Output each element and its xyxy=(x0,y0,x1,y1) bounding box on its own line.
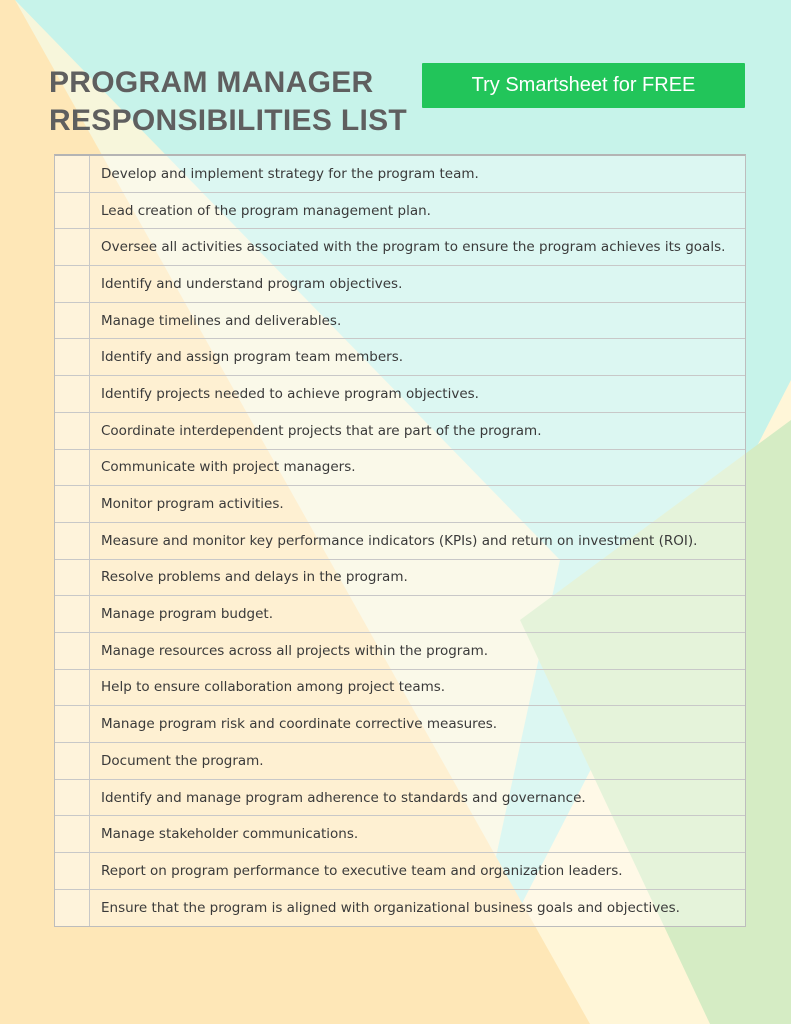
list-item xyxy=(55,523,745,560)
list-item-text: Resolve problems and delays in the program. xyxy=(101,569,408,586)
list-item xyxy=(55,890,745,927)
checkbox-cell[interactable] xyxy=(55,413,90,449)
checkbox-cell[interactable] xyxy=(55,853,90,889)
list-item-text: Report on program performance to executive team and organization leaders. xyxy=(101,862,623,879)
list-item-text: Identify projects needed to achieve program objectives. xyxy=(101,385,479,402)
checkbox-cell[interactable] xyxy=(55,890,90,927)
checkbox-cell[interactable] xyxy=(55,450,90,486)
list-item xyxy=(55,193,745,230)
checkbox-cell[interactable] xyxy=(55,706,90,742)
checkbox-cell[interactable] xyxy=(55,303,90,339)
list-item xyxy=(55,413,745,450)
list-item-text: Lead creation of the program management plan. xyxy=(101,202,431,219)
list-item xyxy=(55,303,745,340)
checkbox-cell[interactable] xyxy=(55,523,90,559)
checkbox-cell[interactable] xyxy=(55,670,90,706)
checkbox-cell[interactable] xyxy=(55,780,90,816)
title-line-2: RESPONSIBILITIES LIST xyxy=(49,104,408,137)
checkbox-cell[interactable] xyxy=(55,633,90,669)
list-item xyxy=(55,486,745,523)
list-item-text: Help to ensure collaboration among project teams. xyxy=(101,679,446,696)
list-item-text: Monitor program activities. xyxy=(101,496,284,513)
checkbox-cell[interactable] xyxy=(55,266,90,302)
list-item-text: Measure and monitor key performance indicators (KPIs) and return on investment (ROI). xyxy=(101,532,698,549)
list-item xyxy=(55,816,745,853)
list-item xyxy=(55,156,745,193)
list-item-text: Manage stakeholder communications. xyxy=(101,826,359,843)
list-item-text: Manage timelines and deliverables. xyxy=(101,312,342,329)
list-item-text: Manage resources across all projects within the program. xyxy=(101,642,489,659)
checkbox-cell[interactable] xyxy=(55,743,90,779)
list-item xyxy=(55,743,745,780)
try-smartsheet-button[interactable]: Try Smartsheet for FREE xyxy=(422,63,745,108)
list-item xyxy=(55,450,745,487)
list-item-text: Identify and understand program objectives. xyxy=(101,275,403,292)
list-item xyxy=(55,560,745,597)
checkbox-cell[interactable] xyxy=(55,229,90,265)
list-item xyxy=(55,339,745,376)
list-item xyxy=(55,229,745,266)
list-item-text: Develop and implement strategy for the program team. xyxy=(101,165,479,182)
list-item xyxy=(55,266,745,303)
responsibilities-list xyxy=(54,154,746,927)
list-item xyxy=(55,633,745,670)
list-item xyxy=(55,670,745,707)
list-item xyxy=(55,376,745,413)
list-item xyxy=(55,780,745,817)
checkbox-cell[interactable] xyxy=(55,596,90,632)
page-title xyxy=(49,64,407,140)
checkbox-cell[interactable] xyxy=(55,560,90,596)
checkbox-cell[interactable] xyxy=(55,156,90,192)
list-item-text: Manage program risk and coordinate corrective measures. xyxy=(101,716,498,733)
checkbox-cell[interactable] xyxy=(55,193,90,229)
list-item-text: Document the program. xyxy=(101,752,264,769)
list-item-text: Ensure that the program is aligned with organizational business goals and objectives. xyxy=(101,900,680,917)
list-item xyxy=(55,596,745,633)
checkbox-cell[interactable] xyxy=(55,339,90,375)
list-item-text: Manage program budget. xyxy=(101,606,273,623)
checkbox-cell[interactable] xyxy=(55,486,90,522)
checkbox-cell[interactable] xyxy=(55,816,90,852)
list-item xyxy=(55,853,745,890)
list-item-text: Identify and manage program adherence to standards and governance. xyxy=(101,789,586,806)
list-item-text: Oversee all activities associated with the program to ensure the program achieves its goals. xyxy=(101,239,726,256)
checkbox-cell[interactable] xyxy=(55,376,90,412)
title-line-1: PROGRAM MANAGER xyxy=(49,66,374,99)
list-item-text: Communicate with project managers. xyxy=(101,459,356,476)
list-item-text: Coordinate interdependent projects that are part of the program. xyxy=(101,422,542,439)
list-item-text: Identify and assign program team members. xyxy=(101,349,404,366)
list-item xyxy=(55,706,745,743)
